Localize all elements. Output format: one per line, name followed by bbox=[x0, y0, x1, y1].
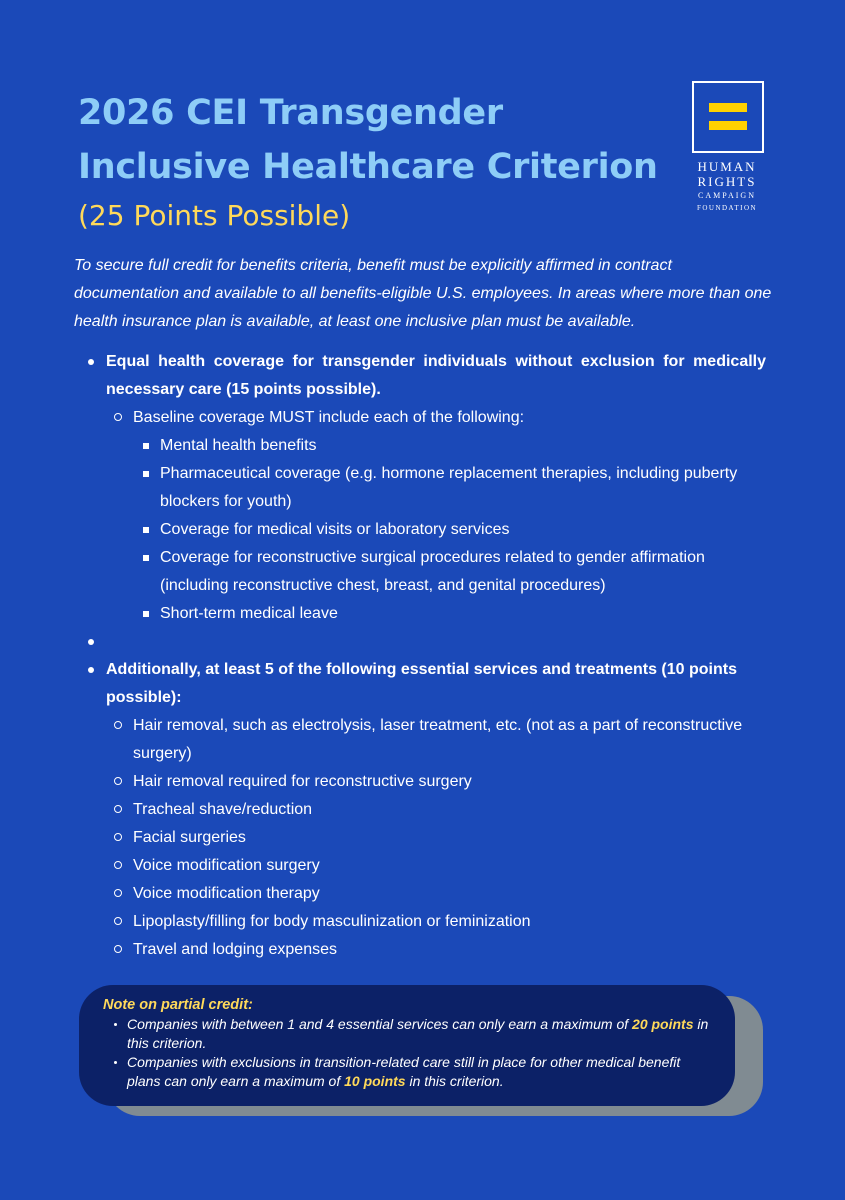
list-item: Voice modification surgery bbox=[106, 852, 766, 880]
logo-text-campaign: CAMPAIGN bbox=[698, 191, 756, 200]
list-item: Facial surgeries bbox=[106, 824, 766, 852]
list-item: Short-term medical leave bbox=[133, 600, 766, 628]
equality-bar-top bbox=[709, 103, 747, 112]
list-item: Tracheal shave/reduction bbox=[106, 796, 766, 824]
note-list bbox=[103, 1015, 715, 1091]
spacer bbox=[78, 628, 766, 656]
essential-services-list bbox=[106, 712, 766, 964]
title-line-1: 2026 CEI Transgender bbox=[78, 93, 503, 133]
list-item: Coverage for reconstructive surgical procedures related to gender affirmation (including reconstructive chest, breast, and genital procedures) bbox=[133, 544, 766, 600]
note-title: Note on partial credit: bbox=[103, 997, 253, 1013]
logo-text-human: HUMAN bbox=[697, 159, 757, 174]
intro-paragraph: To secure full credit for benefits criteria, benefit must be explicitly affirmed in contract documentation and available to all benefits-eligible U.S. employees. In areas where more than one health insurance plan is available, at least one inclusive plan must be available. bbox=[74, 257, 772, 330]
criterion-heading: Equal health coverage for transgender individuals without exclusion for medically necessary care (15 points possible). bbox=[106, 353, 766, 398]
page-title bbox=[78, 86, 678, 194]
logo-text-foundation: FOUNDATION bbox=[696, 204, 758, 212]
note-item bbox=[103, 1015, 715, 1053]
baseline-items bbox=[133, 432, 766, 628]
hrc-logo bbox=[692, 81, 762, 215]
note-text: Companies with between 1 and 4 essential services can only earn a maximum of bbox=[127, 1016, 633, 1032]
list-item: Travel and lodging expenses bbox=[106, 936, 766, 964]
baseline-list bbox=[106, 404, 766, 628]
criterion-equal-coverage bbox=[78, 348, 766, 628]
criterion-essential-services bbox=[78, 656, 766, 964]
page-subtitle: (25 Points Possible) bbox=[78, 199, 351, 232]
note-text: in this criterion. bbox=[405, 1073, 504, 1089]
logo-text-rights: RIGHTS bbox=[697, 174, 757, 189]
list-item: Pharmaceutical coverage (e.g. hormone replacement therapies, including puberty blockers for youth) bbox=[133, 460, 766, 516]
list-item: Coverage for medical visits or laboratory services bbox=[133, 516, 766, 544]
partial-credit-note bbox=[79, 985, 735, 1106]
note-highlight: 10 points bbox=[344, 1073, 406, 1089]
title-line-2: Inclusive Healthcare Criterion bbox=[78, 147, 658, 187]
equality-sign-icon bbox=[692, 81, 764, 153]
note-text: in this criterion. bbox=[127, 1016, 709, 1051]
note-item bbox=[103, 1053, 715, 1091]
list-item: Hair removal, such as electrolysis, laser treatment, etc. (not as a part of reconstructive surgery) bbox=[106, 712, 766, 768]
list-item: Voice modification therapy bbox=[106, 880, 766, 908]
criterion-heading: Additionally, at least 5 of the following essential services and treatments (10 points possible): bbox=[106, 661, 737, 706]
note-text: Companies with exclusions in transition-related care still in place for other medical benefit plans can only earn a maximum of bbox=[127, 1054, 681, 1089]
equality-bar-bottom bbox=[709, 121, 747, 130]
list-item bbox=[106, 404, 766, 628]
criteria-content bbox=[78, 348, 766, 964]
list-item: Lipoplasty/filling for body masculinization or feminization bbox=[106, 908, 766, 936]
note-highlight: 20 points bbox=[632, 1016, 694, 1032]
baseline-heading: Baseline coverage MUST include each of the following: bbox=[133, 409, 525, 426]
list-item: Mental health benefits bbox=[133, 432, 766, 460]
list-item: Hair removal required for reconstructive surgery bbox=[106, 768, 766, 796]
criteria-list bbox=[78, 348, 766, 964]
